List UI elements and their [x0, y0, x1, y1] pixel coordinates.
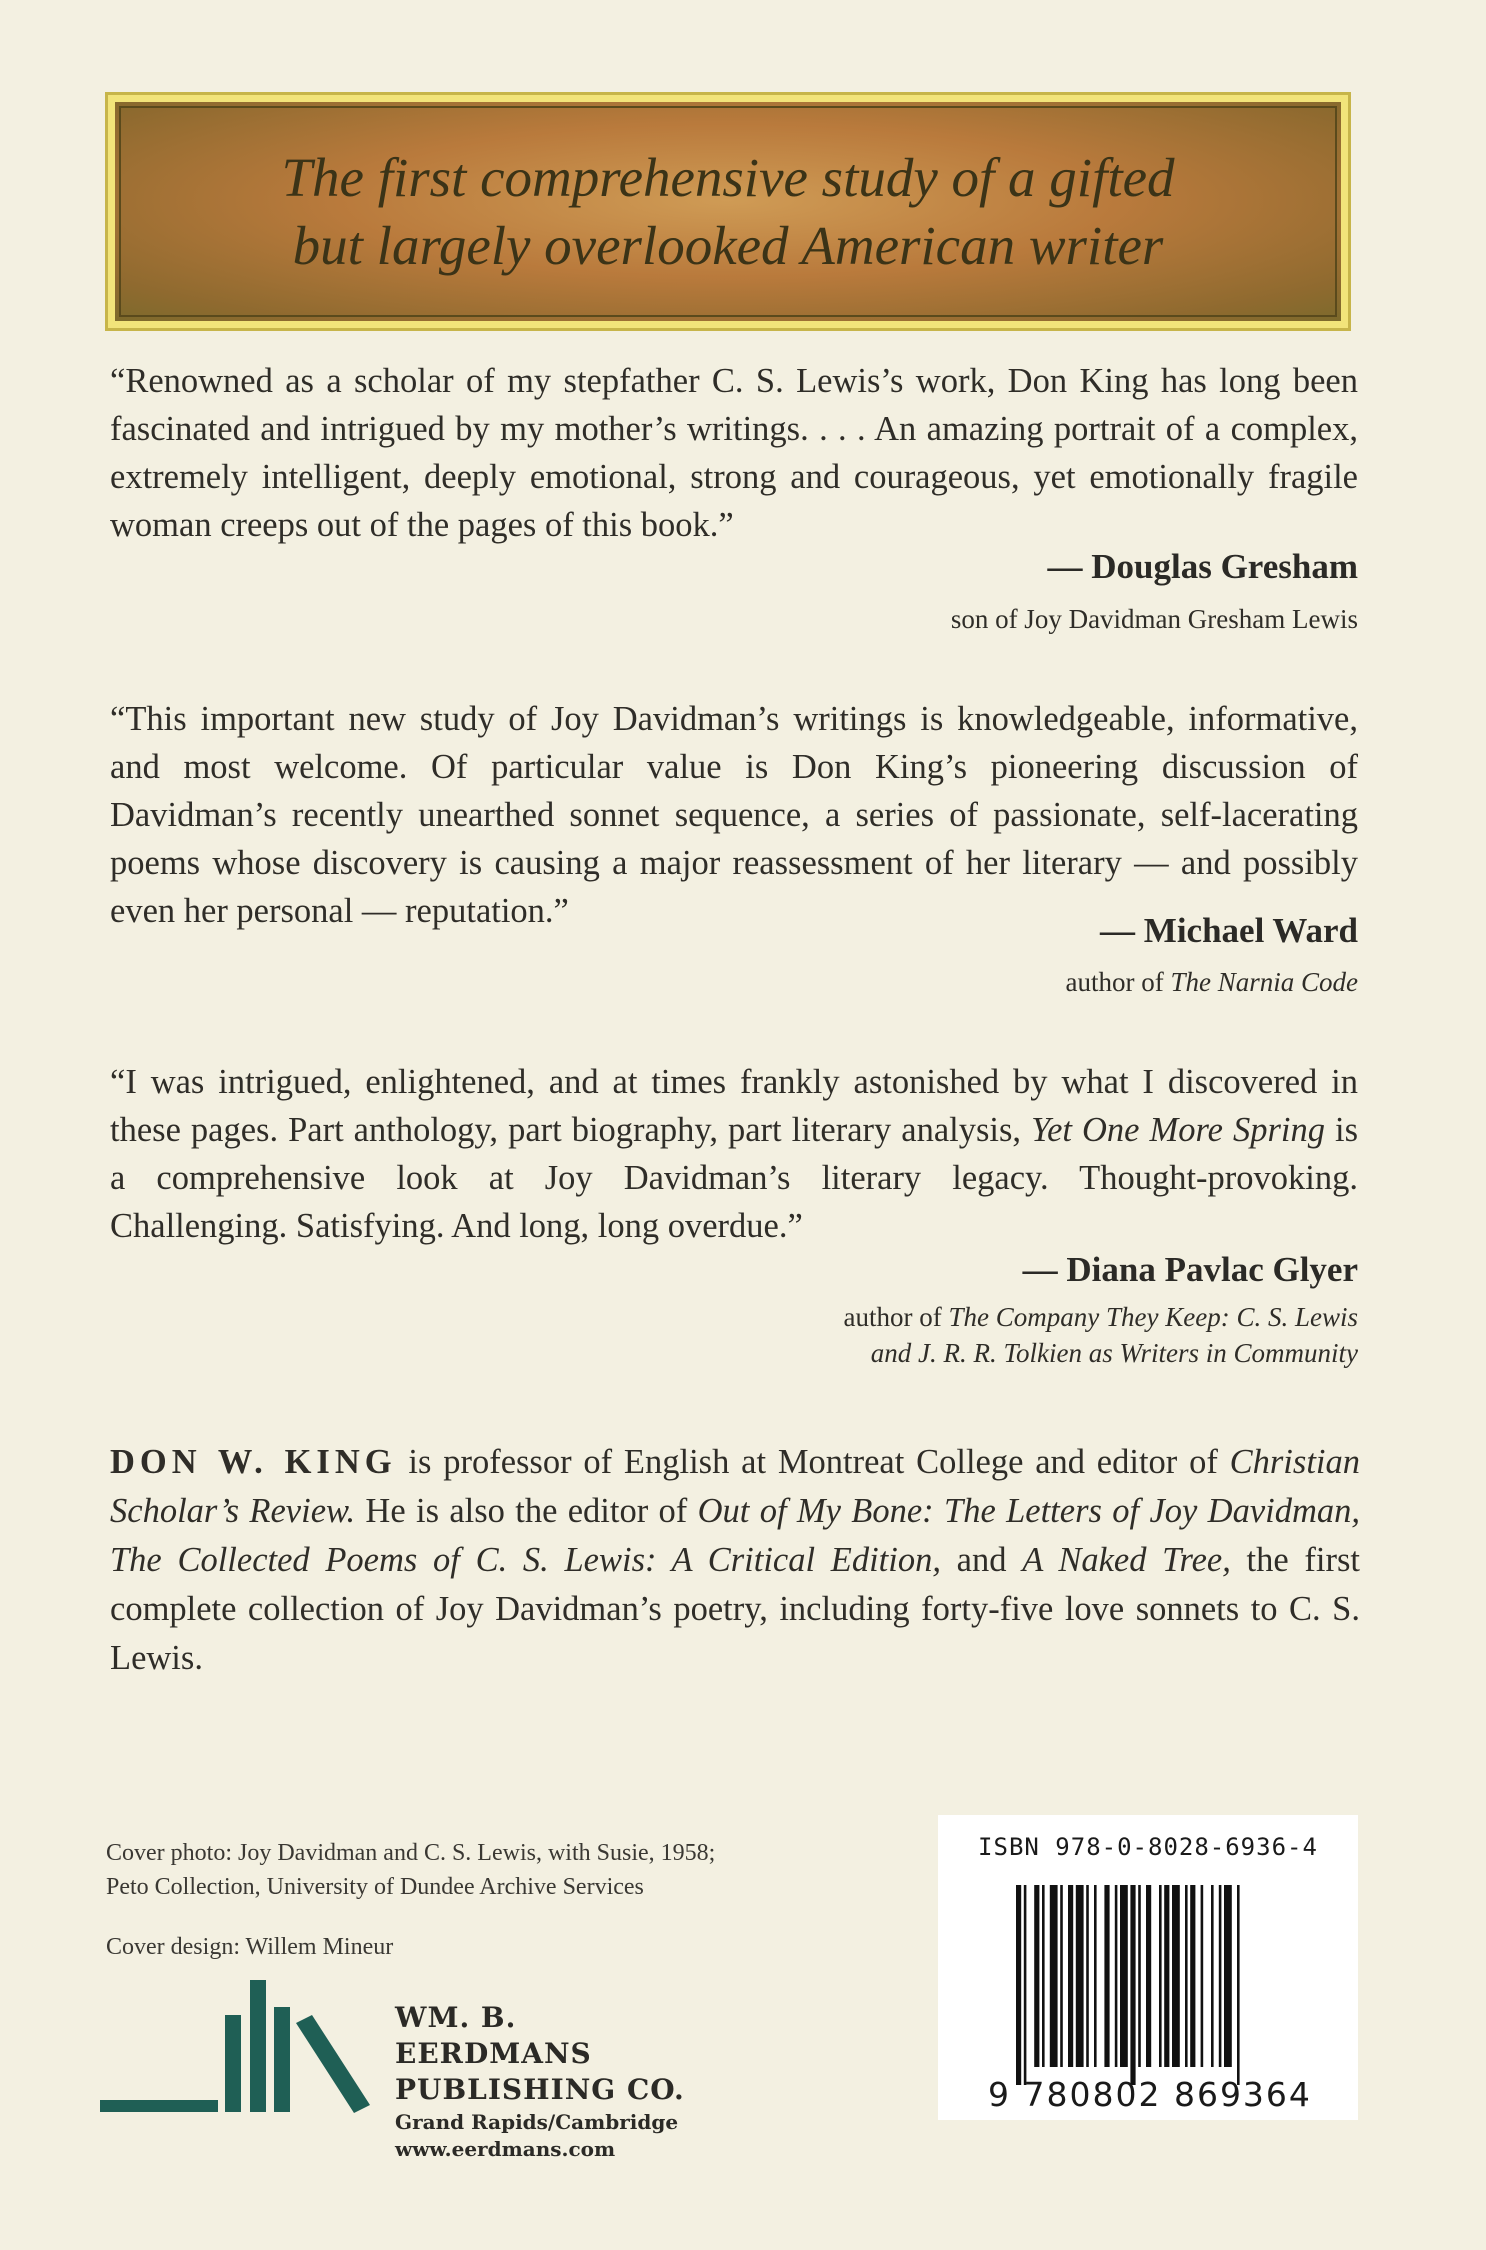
barcode-bar: [1224, 1885, 1232, 2067]
tagline-line-2: but largely overlooked American writer: [292, 214, 1164, 276]
book-title-naked-tree: A Naked Tree,: [1022, 1541, 1231, 1579]
barcode-bar: [1042, 1885, 1045, 2067]
publisher-block: [100, 1975, 700, 2161]
publisher-location: Grand Rapids/Cambridge: [395, 2110, 679, 2134]
cover-photo-credit: [106, 1836, 715, 1904]
barcode-digits: 9 780802 869364: [988, 2075, 1312, 2114]
cover-design-credit: Cover design: Willem Mineur: [106, 1934, 394, 1960]
barcode-bar: [1120, 1885, 1128, 2067]
blurb-attribution-role-3: [844, 1299, 1358, 1371]
quote-3-part-a: “I was intrigued, enlightened, and at times frankly astonished by what I discovered in these pages. Part anthology, part biography, part literary analysis,: [110, 1063, 1358, 1149]
bio-text-2: He is also the editor of: [355, 1492, 698, 1530]
publisher-books-logo-icon: [100, 1975, 390, 2125]
bio-text-3: and: [940, 1541, 1023, 1579]
author-bio: [110, 1438, 1360, 1683]
barcode-bar: [1060, 1885, 1063, 2067]
barcode-bar: [1211, 1885, 1214, 2067]
barcode-bar: [1104, 1885, 1109, 2067]
author-name: DON W. KING: [110, 1443, 397, 1481]
barcode-bars: [1016, 1885, 1286, 2085]
blurb-quote-1: “Renowned as a scholar of my stepfather C. S. Lewis’s work, Don King has long been fascinated and intrigued by my mother’s writings. . . . An amazing portrait of a complex, extremely intelligent, deeply emotional, strong and courageous, yet emotionally fragile woman creeps out of the pages of this book.”: [110, 362, 1358, 544]
publisher-name: [395, 2000, 700, 2162]
publisher-website: www.eerdmans.com: [395, 2137, 616, 2161]
barcode-bar: [1086, 1885, 1089, 2067]
blurb-attribution-name-1: — Douglas Gresham: [1047, 547, 1358, 586]
barcode-bar: [1146, 1885, 1151, 2067]
barcode-bar: [1201, 1885, 1204, 2067]
barcode-bar: [1138, 1885, 1141, 2067]
book-titles: Out of My Bone: The Letters of Joy Davidman, The Collected Poems of C. S. Lewis: A Critical Edition,: [110, 1492, 1361, 1579]
bio-text-1: is professor of English at Montreat College and editor of: [396, 1443, 1230, 1481]
role-prefix-3: author of: [843, 1302, 949, 1332]
publisher-line-2: PUBLISHING CO.: [395, 2073, 685, 2106]
barcode-bar: [1219, 1885, 1222, 2067]
blurb-quote-2: “This important new study of Joy Davidman’s writings is knowledgeable, informative, and most welcome. Of particular value is Don King’s pioneering discussion of Davidman’s recently unearthed sonnet sequence, a series of passionate, self-lacerating poems whose discovery is causing a major reassessment of her literary — and possibly even her personal — reputation.”: [110, 700, 1358, 930]
barcode-bar: [1190, 1885, 1195, 2067]
bio-text-4: the first complete collection of Joy Davidman’s poetry, including forty-five love sonnets to C. S. Lewis.: [110, 1541, 1360, 1677]
blurb-attribution-name-3: — Diana Pavlac Glyer: [1022, 1250, 1358, 1289]
barcode-bar: [1185, 1885, 1188, 2067]
blurb-attribution-name-2: — Michael Ward: [1100, 911, 1358, 950]
barcode-bar: [1115, 1885, 1118, 2067]
barcode-bar: [1068, 1885, 1073, 2067]
photo-credit-line-2: Peto Collection, University of Dundee Archive Services: [106, 1874, 644, 1900]
tagline: [281, 144, 1174, 280]
publisher-line-1: WM. B. EERDMANS: [395, 2001, 592, 2070]
barcode-bar: [1016, 1885, 1021, 2085]
photo-credit-line-1: Cover photo: Joy Davidman and C. S. Lewis, with Susie, 1958;: [106, 1840, 716, 1866]
book-title-narnia-code: The Narnia Code: [1170, 967, 1358, 997]
barcode-bar: [1024, 1885, 1027, 2085]
barcode-bar: [1172, 1885, 1180, 2067]
book-title-company-they-keep-1: The Company They Keep: C. S. Lewis: [948, 1302, 1358, 1332]
barcode-bar: [1164, 1885, 1169, 2067]
role-prefix-2: author of: [1065, 967, 1171, 997]
barcode-bar: [1237, 1885, 1240, 2085]
isbn-text: ISBN 978-0-8028-6936-4: [978, 1833, 1318, 1861]
barcode-bar: [1094, 1885, 1097, 2067]
barcode-bar: [1159, 1885, 1162, 2067]
book-title-yet-one-more-spring: Yet One More Spring: [1031, 1111, 1325, 1149]
tagline-line-1: The first comprehensive study of a gifted: [281, 146, 1175, 208]
barcode-bar: [1130, 1885, 1135, 2085]
blurb-attribution-role-1: son of Joy Davidman Gresham Lewis: [950, 604, 1358, 634]
isbn-barcode: [938, 1815, 1358, 2120]
barcode-bar: [1050, 1885, 1058, 2067]
blurb-attribution-role-2: [1066, 964, 1358, 1000]
journal-title: Christian Scholar’s Review.: [110, 1443, 1360, 1530]
quote-3-part-b: is a comprehensive look at Joy Davidman’s literary legacy. Thought-provoking. Challenging. Satisfying. And long, long overdue.”: [110, 1111, 1358, 1245]
blurb-quote-3: [110, 1058, 1358, 1250]
barcode-bar: [1076, 1885, 1084, 2067]
book-title-company-they-keep-2: and J. R. R. Tolkien as Writers in Community: [870, 1338, 1358, 1368]
barcode-bar: [1034, 1885, 1039, 2067]
tagline-banner: [108, 95, 1348, 328]
